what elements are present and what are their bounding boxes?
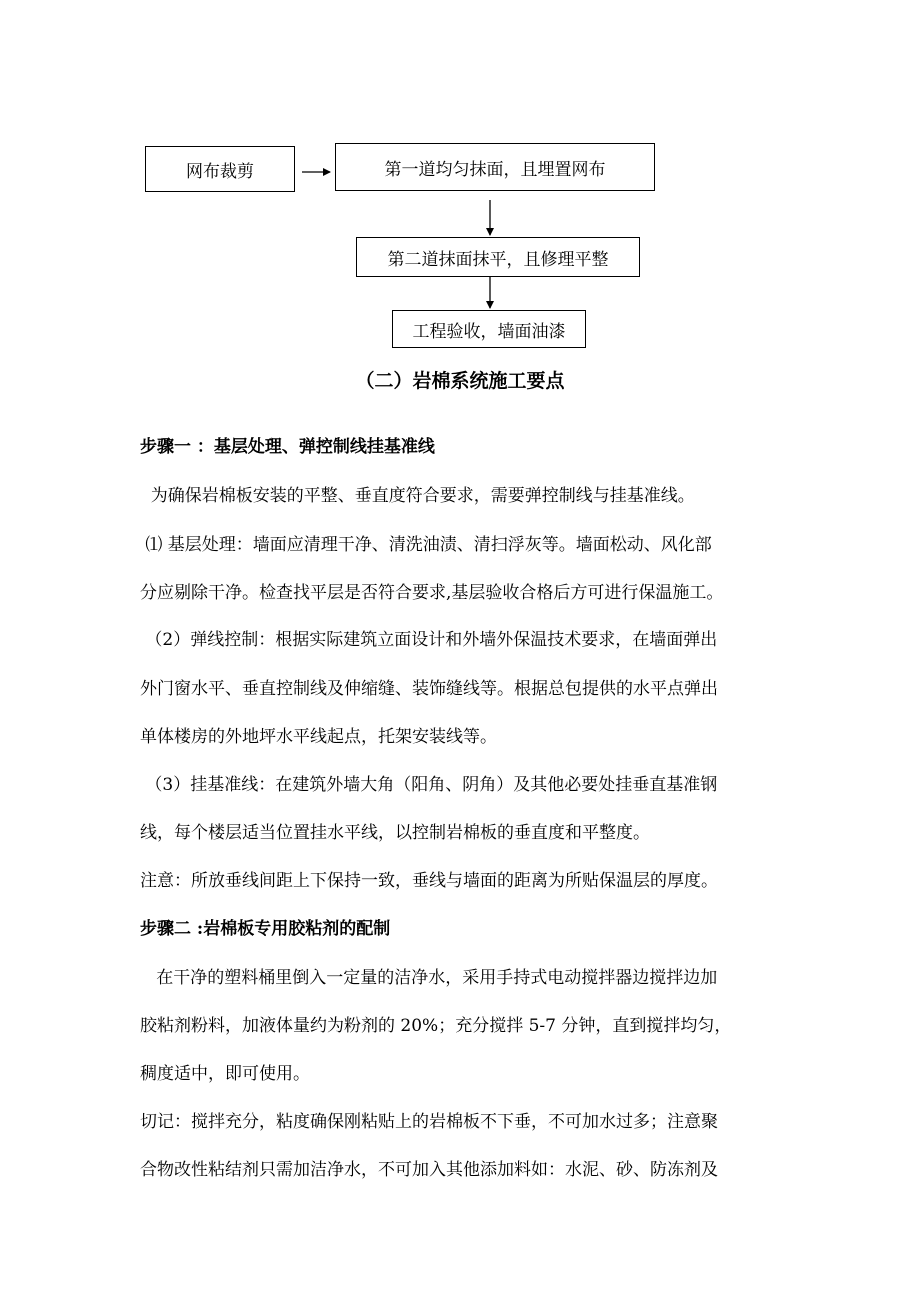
- warning-line: 切记：搅拌充分，粘度确保刚粘贴上的岩棉板不下垂，不可加水过多；注意聚: [140, 1112, 718, 1132]
- flow-box-cut-mesh: 网布裁剪: [145, 146, 295, 192]
- paragraph-line: 线，每个楼层适当位置挂水平线，以控制岩棉板的垂直度和平整度。: [140, 823, 650, 843]
- flow-box-first-coat: 第一道均匀抹面，且埋置网布: [335, 143, 655, 191]
- paragraph-line: 外门窗水平、垂直控制线及伸缩缝、装饰缝线等。根据总包提供的水平点弹出: [140, 679, 718, 699]
- paragraph-line: （2）弹线控制：根据实际建筑立面设计和外墙外保温技术要求，在墙面弹出: [140, 630, 718, 650]
- note-line: 注意：所放垂线间距上下保持一致，垂线与墙面的距离为所贴保温层的厚度。: [140, 871, 718, 891]
- step2-heading: 步骤二 :岩棉板专用胶粘剂的配制: [140, 919, 391, 939]
- flow-box-acceptance: 工程验收，墙面油漆: [392, 310, 586, 348]
- paragraph-line: ⑴ 基层处理：墙面应清理干净、清洗油渍、清扫浮灰等。墙面松动、风化部: [140, 535, 712, 555]
- paragraph-line: 稠度适中，即可使用。: [140, 1064, 310, 1084]
- section-title: （二）岩棉系统施工要点: [355, 370, 565, 392]
- flow-box-second-coat: 第二道抹面抹平，且修理平整: [356, 237, 640, 277]
- paragraph-line: 分应剔除干净。检查找平层是否符合要求,基层验收合格后方可进行保温施工。: [140, 583, 724, 603]
- paragraph-line: 在干净的塑料桶里倒入一定量的洁净水，采用手持式电动搅拌器边搅拌边加: [140, 968, 718, 988]
- paragraph-line: 胶粘剂粉料，加液体量约为粉剂的 20%；充分搅拌 5-7 分钟，直到搅拌均匀，: [140, 1016, 732, 1036]
- paragraph-line: 合物改性粘结剂只需加洁净水，不可加入其他添加料如：水泥、砂、防冻剂及: [140, 1160, 718, 1180]
- step1-heading: 步骤一 ：基层处理、弹控制线挂基准线: [140, 437, 435, 457]
- paragraph-line: 为确保岩棉板安装的平整、垂直度符合要求，需要弹控制线与挂基准线。: [140, 486, 695, 506]
- paragraph-line: 单体楼房的外地坪水平线起点，托架安装线等。: [140, 727, 497, 747]
- paragraph-line: （3）挂基准线：在建筑外墙大角（阳角、阴角）及其他必要处挂垂直基准钢: [140, 775, 718, 795]
